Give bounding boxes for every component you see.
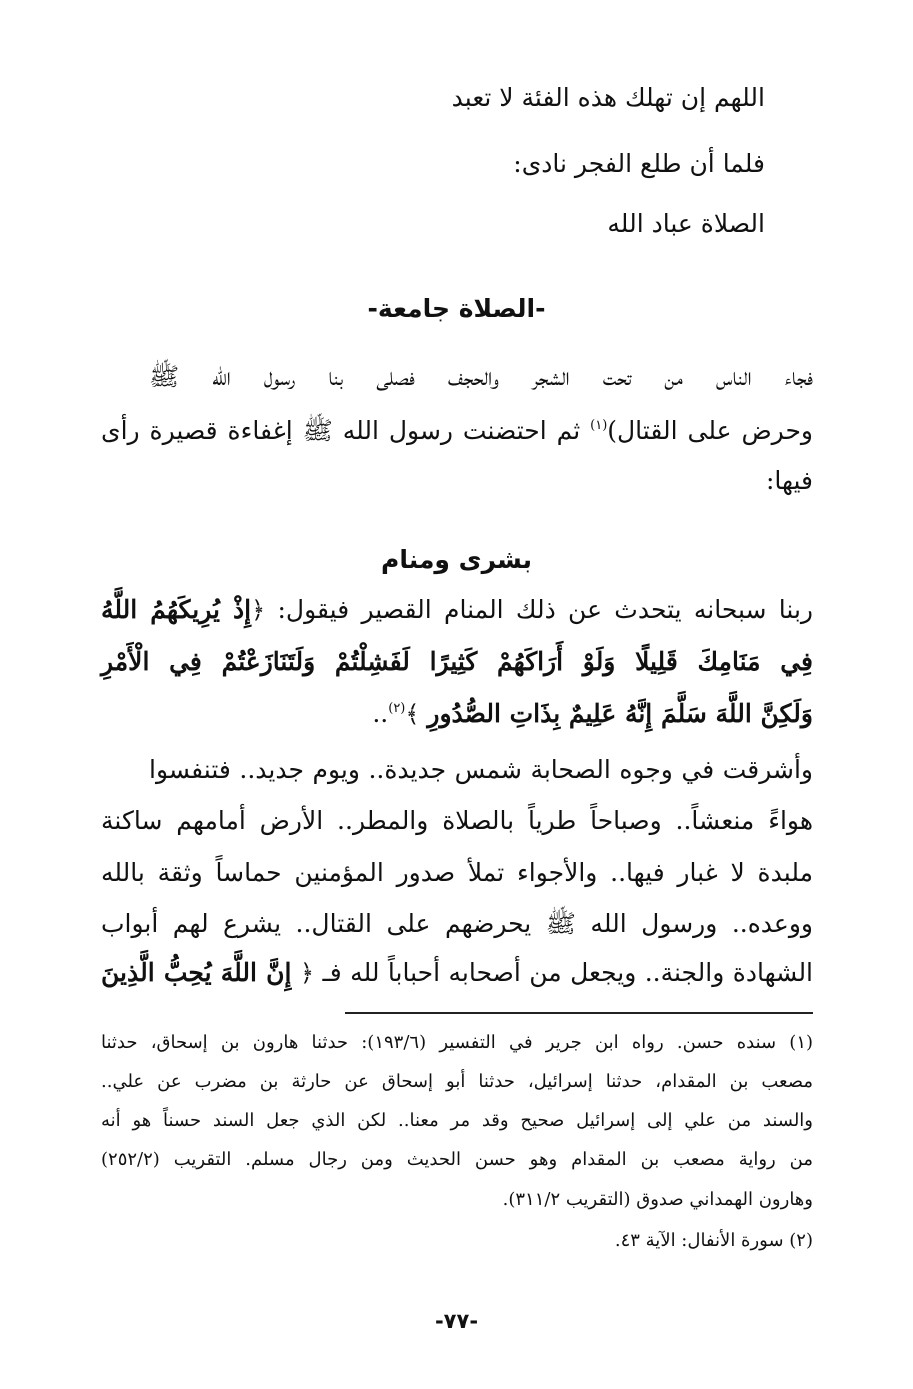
poem-line-2: فلما أن طلع الفجر نادى:: [513, 149, 765, 178]
poem-line-1: اللهم إن تهلك هذه الفئة لا تعبد: [451, 83, 765, 112]
poem-line-3: الصلاة عباد الله: [607, 209, 765, 238]
paragraph-text: ..: [372, 699, 389, 728]
paragraph-text: الشهادة والجنة.. ويجعل من أصحابه أحباباً لله فـ: [322, 958, 814, 987]
paragraph-line: فيها:: [765, 466, 813, 495]
quran-verse: إِذْ يُرِيكَهُمُ اللَّهُ: [101, 595, 252, 624]
section-heading-glad-tidings: بشرى ومنام: [381, 545, 532, 574]
paragraph-line: [101, 948, 813, 998]
paragraph-line: [101, 689, 813, 739]
footnote-line: والسند من علي إلى إسرائيل صحيح وقد مر معنا.. لكن الذي جعل السند حسناً هو أنه: [101, 1110, 813, 1131]
ayah-open-bracket: ﴿: [251, 596, 266, 624]
ayah-open-bracket: ﴿: [299, 959, 314, 987]
quran-verse: إِنَّ اللَّهَ يُحِبُّ الَّذِينَ: [101, 958, 292, 987]
footnote-separator: [345, 1012, 813, 1014]
footnote-2: (٢) سورة الأنفال: الآية ٤٣.: [614, 1230, 813, 1251]
footnote-line: من رواية مصعب بن المقدام وهو حسن الحديث ومن رجال مسلم. التقريب (٢٥٢/٢): [101, 1149, 813, 1170]
footnote-line: (١) سنده حسن. رواه ابن جرير في التفسير (١٩٣/٦): حدثنا هارون بن إسحاق، حدثنا: [101, 1032, 814, 1053]
paragraph-text: ربنا سبحانه يتحدث عن ذلك المنام القصير فيقول:: [277, 595, 813, 624]
footnote-line: مصعب بن المقدام، حدثنا إسرائيل، حدثنا أبو إسحاق عن حارثة بن مضرب عن علي..: [101, 1071, 813, 1092]
footnote-line: وهارون الهمداني صدوق (التقريب ٣١١/٢).: [502, 1189, 813, 1210]
paragraph-line: هواءً منعشاً.. وصباحاً طرياً بالصلاة والمطر.. الأرض أمامهم ساكنة: [101, 806, 813, 835]
quran-verse: وَلَكِنَّ اللَّهَ سَلَّمَ إِنَّهُ عَلِيمٌ بِذَاتِ الصُّدُورِ: [427, 699, 813, 728]
quran-verse-line: فِي مَنَامِكَ قَلِيلًا وَلَوْ أَرَاكَهُمْ كَثِيرًا لَفَشِلْتُمْ وَلَتَنَازَعْتُمْ فِي الْأَمْرِ: [101, 647, 813, 676]
paragraph-line: ملبدة لا غبار فيها.. والأجواء تملأ صدور المؤمنين حماساً وثقة بالله: [101, 858, 813, 887]
footnote-ref-2: (٢): [388, 701, 406, 716]
paragraph-line: وأشرقت في وجوه الصحابة شمس جديدة.. ويوم جديد.. فتنفسوا: [149, 755, 813, 784]
paragraph-line: [101, 585, 813, 635]
paragraph-text: وحرض على القتال): [607, 416, 813, 445]
paragraph-line: فجاء الناس من تحت الشجر والحجف فصلى بنا رسول الله ﷺ: [149, 362, 813, 391]
paragraph-text: ثم احتضنت رسول الله ﷺ إغفاءة قصيرة رأى: [101, 416, 581, 445]
paragraph-line: [101, 406, 813, 456]
section-heading-prayer: -الصلاة جامعة-: [367, 294, 546, 323]
paragraph-line: ووعده.. ورسول الله ﷺ يحرضهم على القتال.. يشرع لهم أبواب: [101, 909, 813, 938]
page-number: -٧٧-: [434, 1309, 479, 1333]
footnote-ref-1: (١): [590, 418, 608, 433]
ayah-close-bracket: ﴾: [405, 700, 420, 728]
